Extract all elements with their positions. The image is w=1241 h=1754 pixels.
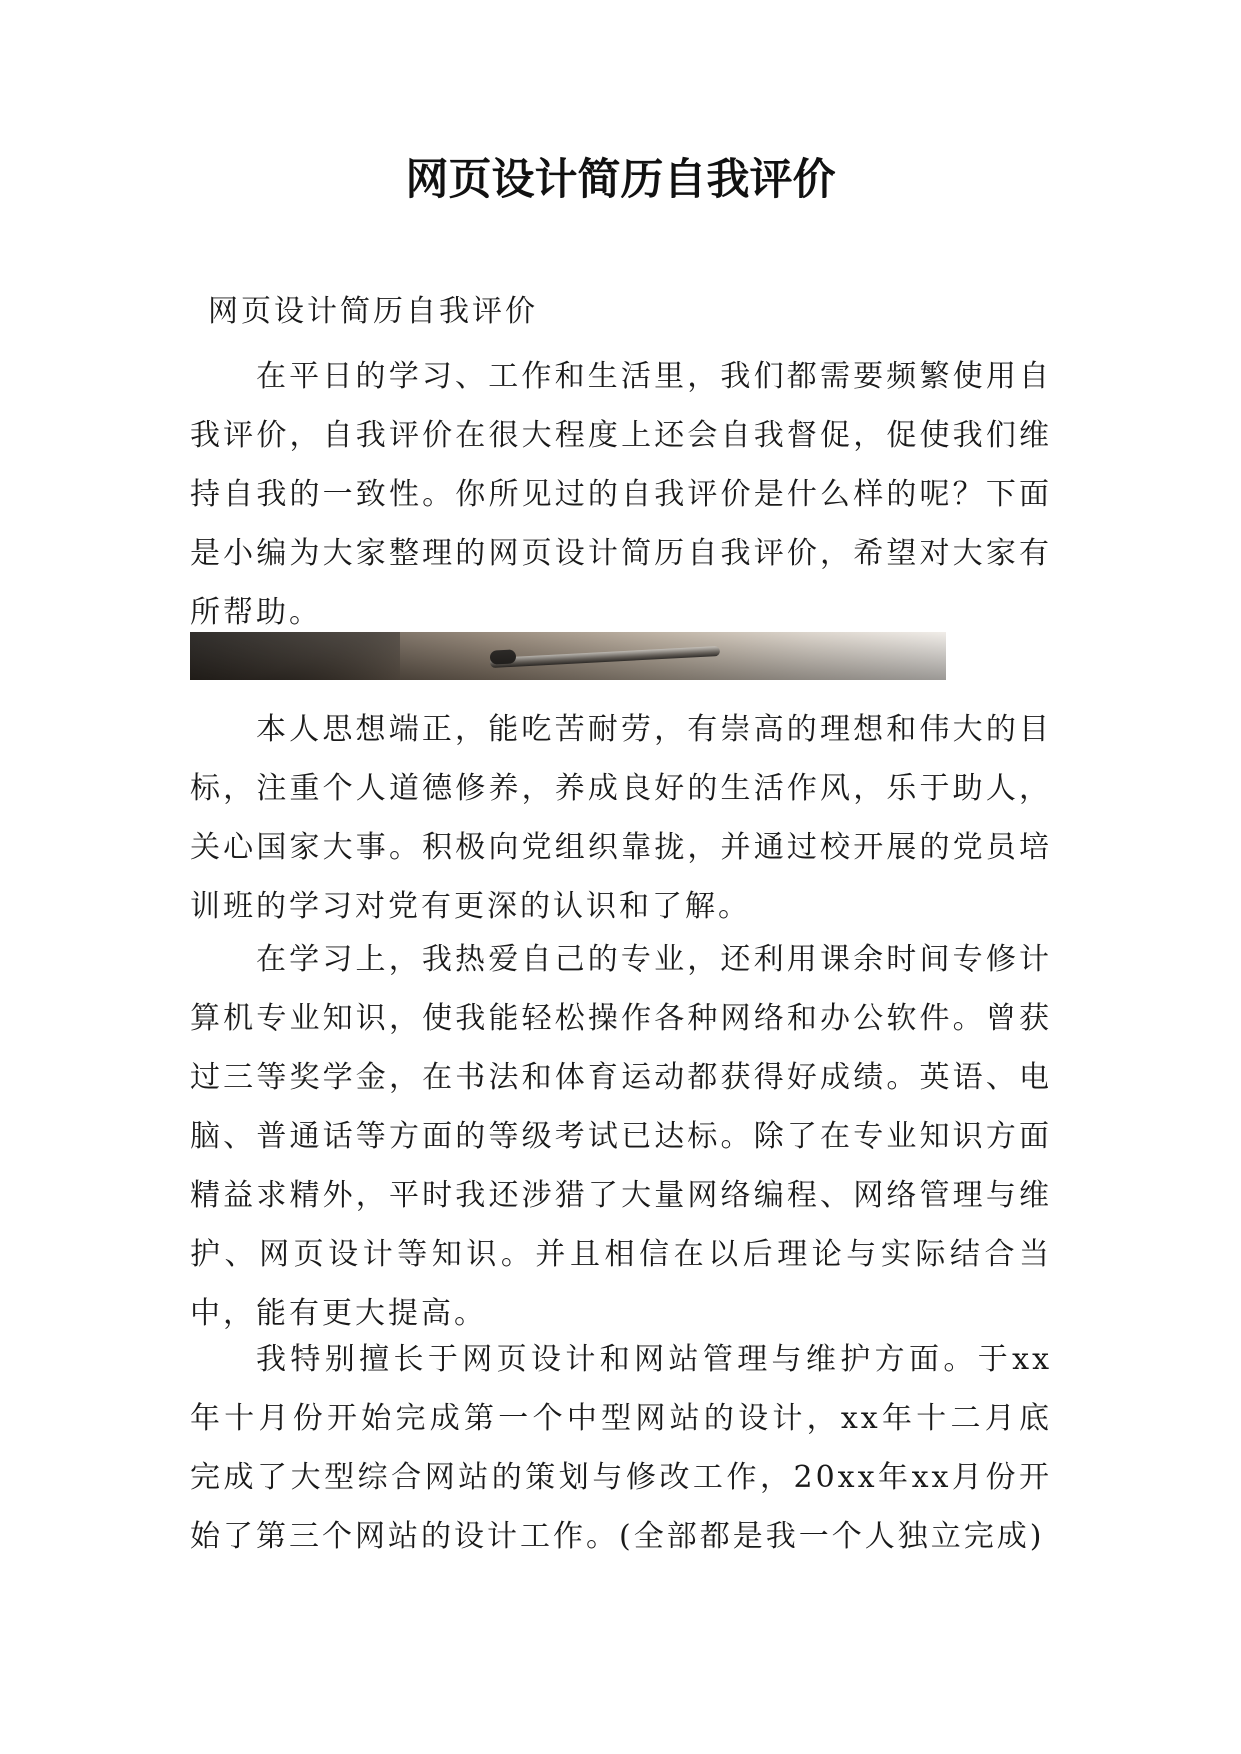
desk-pen-photo	[190, 632, 946, 680]
document-subtitle: 网页设计简历自我评价	[208, 294, 538, 329]
paragraph-intro: 在平日的学习、工作和生活里，我们都需要频繁使用自我评价，自我评价在很大程度上还会自我督促，促使我们维持自我的一致性。你所见过的自我评价是什么样的呢？下面是小编为大家整理的网页设计简历自我评价，希望对大家有所帮助。	[190, 359, 1052, 630]
paragraph-character: 本人思想端正，能吃苦耐劳，有崇高的理想和伟大的目标，注重个人道德修养，养成良好的生活作风，乐于助人，关心国家大事。积极向党组织靠拢，并通过校开展的党员培训班的学习对党有更深的认识和了解。	[190, 712, 1052, 924]
photo-shade	[190, 632, 946, 680]
paragraph-skills: 我特别擅长于网页设计和网站管理与维护方面。于xx年十月份开始完成第一个中型网站的设计，xx年十二月底完成了大型综合网站的策划与修改工作，20xx年xx月份开始了第三个网站的设计工作。(全部都是我一个人独立完成)	[190, 1342, 1052, 1554]
document-title: 网页设计简历自我评价	[405, 155, 836, 205]
paragraph-study: 在学习上，我热爱自己的专业，还利用课余时间专修计算机专业知识，使我能轻松操作各种网络和办公软件。曾获过三等奖学金，在书法和体育运动都获得好成绩。英语、电脑、普通话等方面的等级考试已达标。除了在专业知识方面精益求精外，平时我还涉猎了大量网络编程、网络管理与维护、网页设计等知识。并且相信在以后理论与实际结合当中，能有更大提高。	[190, 942, 1052, 1331]
